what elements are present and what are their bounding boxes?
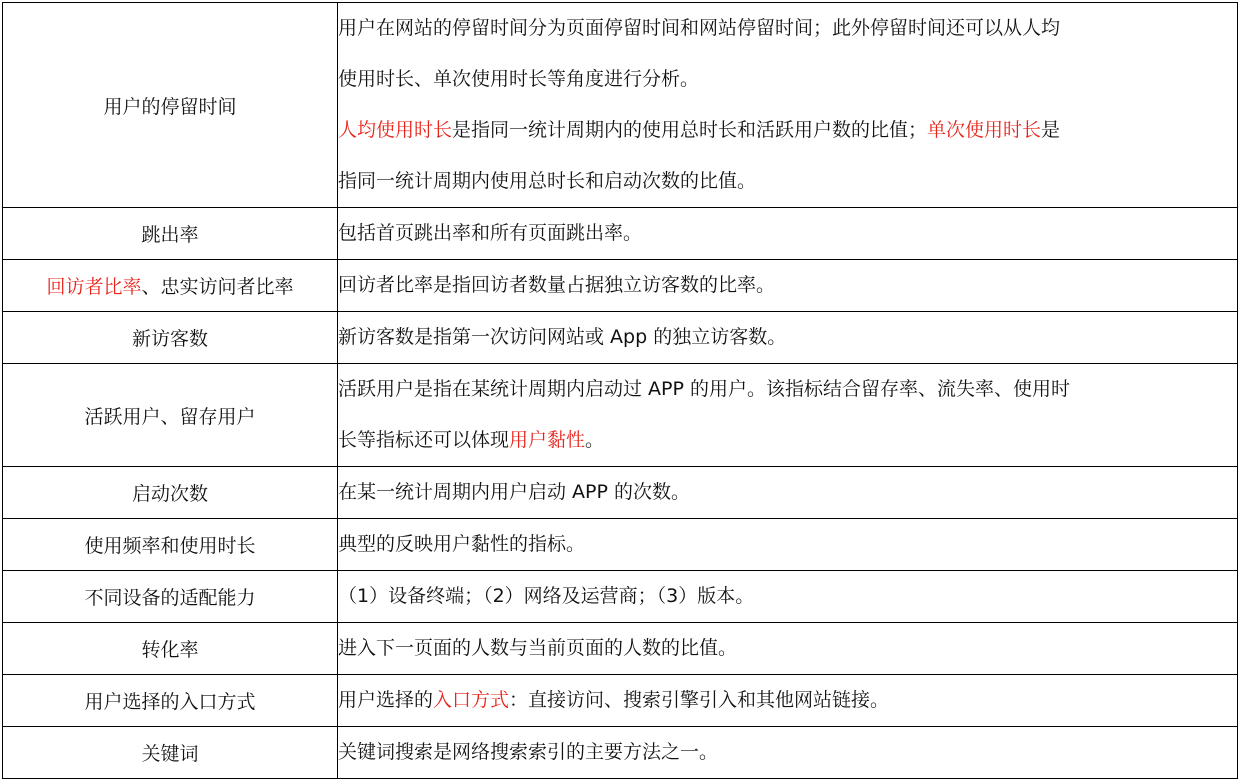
metric-description xyxy=(338,312,1238,364)
description-line xyxy=(338,415,1237,466)
description-text: 新访客数是指第一次访问网站或 App 的独立访客数。 xyxy=(338,326,787,348)
description-line xyxy=(338,364,1237,415)
term-text: 转化率 xyxy=(141,639,199,661)
highlighted-term: 入口方式 xyxy=(433,689,510,711)
description-line xyxy=(338,467,1237,518)
metric-term xyxy=(3,364,338,467)
description-line xyxy=(338,3,1237,54)
metric-term xyxy=(3,208,338,260)
term-text: 、忠实访问者比率 xyxy=(141,276,294,298)
description-line xyxy=(338,54,1237,105)
description-line xyxy=(338,571,1237,622)
description-text: 典型的反映用户黏性的指标。 xyxy=(338,533,586,555)
highlighted-term: 用户黏性 xyxy=(509,429,586,451)
metric-description xyxy=(338,364,1238,467)
description-text: 是指同一统计周期内的使用总时长和活跃用户数的比值； xyxy=(452,119,928,141)
metric-term xyxy=(3,571,338,623)
table-row xyxy=(3,571,1238,623)
description-line xyxy=(338,519,1237,570)
metric-term xyxy=(3,675,338,727)
description-line xyxy=(338,312,1237,363)
description-text: 进入下一页面的人数与当前页面的人数的比值。 xyxy=(338,637,738,659)
description-text: （1）设备终端；（2）网络及运营商；（3）版本。 xyxy=(338,585,755,607)
description-line xyxy=(338,675,1237,726)
description-text: 回访者比率是指回访者数量占据独立访客数的比率。 xyxy=(338,274,776,296)
description-text: 活跃用户是指在某统计周期内启动过 APP 的用户。该指标结合留存率、流失率、使用时 xyxy=(338,378,1070,400)
term-text: 跳出率 xyxy=(141,224,199,246)
description-text: 长等指标还可以体现 xyxy=(338,429,510,451)
metric-description xyxy=(338,208,1238,260)
description-text: 在某一统计周期内用户启动 APP 的次数。 xyxy=(338,481,690,503)
description-text: 。 xyxy=(585,429,605,451)
metrics-table xyxy=(2,2,1238,779)
description-line xyxy=(338,727,1237,778)
description-line xyxy=(338,260,1237,311)
table-row xyxy=(3,623,1238,675)
term-text: 不同设备的适配能力 xyxy=(84,587,256,609)
metric-term xyxy=(3,260,338,312)
description-line xyxy=(338,208,1237,259)
highlighted-term: 人均使用时长 xyxy=(338,119,453,141)
description-text: 关键词搜索是网络搜索索引的主要方法之一。 xyxy=(338,741,719,763)
term-text: 活跃用户、留存用户 xyxy=(84,405,256,428)
table-row xyxy=(3,208,1238,260)
metric-description xyxy=(338,623,1238,675)
term-text: 使用频率和使用时长 xyxy=(84,535,256,557)
metric-description xyxy=(338,727,1238,779)
table-row xyxy=(3,364,1238,467)
description-text: 用户选择的 xyxy=(338,689,434,711)
table-row xyxy=(3,675,1238,727)
metric-description xyxy=(338,467,1238,519)
metric-term xyxy=(3,623,338,675)
metric-description xyxy=(338,675,1238,727)
metric-term xyxy=(3,727,338,779)
highlighted-term: 回访者比率 xyxy=(46,276,142,298)
metric-description xyxy=(338,571,1238,623)
highlighted-term: 单次使用时长 xyxy=(927,119,1042,141)
metric-description xyxy=(338,519,1238,571)
description-text: ：直接访问、搜索引擎引入和其他网站链接。 xyxy=(509,689,890,711)
description-line xyxy=(338,156,1237,207)
table-row xyxy=(3,467,1238,519)
description-line xyxy=(338,623,1237,674)
metric-term xyxy=(3,467,338,519)
term-text: 用户的停留时间 xyxy=(103,95,237,118)
metric-term xyxy=(3,3,338,208)
metric-term xyxy=(3,519,338,571)
metric-description xyxy=(338,260,1238,312)
description-text: 包括首页跳出率和所有页面跳出率。 xyxy=(338,222,643,244)
description-line xyxy=(338,105,1237,156)
table-row xyxy=(3,260,1238,312)
term-text: 启动次数 xyxy=(131,483,208,505)
table-row xyxy=(3,727,1238,779)
table-row xyxy=(3,3,1238,208)
table-row xyxy=(3,312,1238,364)
metric-description xyxy=(338,3,1238,208)
description-text: 是 xyxy=(1041,119,1061,141)
table-row xyxy=(3,519,1238,571)
description-text: 使用时长、单次使用时长等角度进行分析。 xyxy=(338,68,700,90)
term-text: 关键词 xyxy=(141,743,199,765)
term-text: 新访客数 xyxy=(131,328,208,350)
metric-term xyxy=(3,312,338,364)
term-text: 用户选择的入口方式 xyxy=(84,691,256,713)
table-body xyxy=(3,3,1238,779)
description-text: 指同一统计周期内使用总时长和启动次数的比值。 xyxy=(338,170,757,192)
description-text: 用户在网站的停留时间分为页面停留时间和网站停留时间；此外停留时间还可以从人均 xyxy=(338,17,1061,39)
